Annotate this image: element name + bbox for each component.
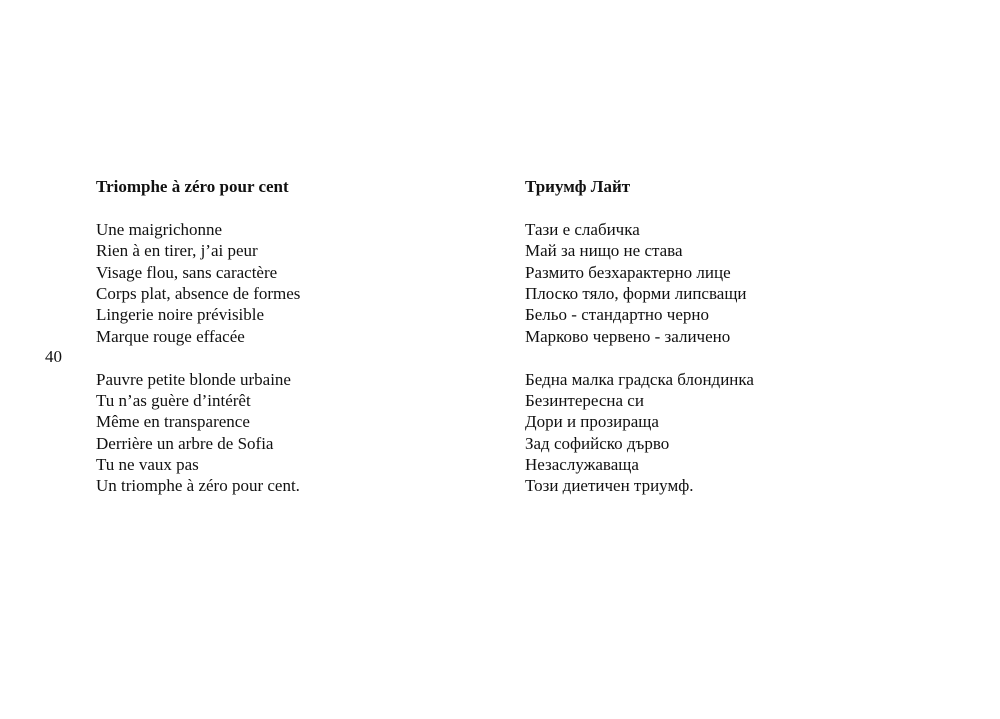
poem-line: Un triomphe à zéro pour cent. xyxy=(96,476,300,496)
french-poem-title: Triomphe à zéro pour cent xyxy=(96,177,289,196)
poem-line: Зад софийско дърво xyxy=(525,433,670,453)
poem-line: Бедна малка градска блондинка xyxy=(525,369,754,389)
bulgarian-stanza-2 xyxy=(525,369,754,497)
poem-line: Незаслужаваща xyxy=(525,455,639,475)
poem-line: Марково червено - заличено xyxy=(525,326,731,346)
poem-line: Lingerie noire prévisible xyxy=(96,305,265,325)
poem-line: Дори и прозираща xyxy=(525,412,659,432)
poem-line: Une maigrichonne xyxy=(96,219,223,239)
french-stanza-1 xyxy=(96,219,300,347)
french-poem xyxy=(96,176,300,497)
poem-line: Размито безхарактерно лице xyxy=(525,262,731,282)
poem-line: Май за нищо не става xyxy=(525,241,683,261)
poem-line: Безинтересна си xyxy=(525,390,644,410)
bulgarian-poem-title: Триумф Лайт xyxy=(525,177,631,196)
poem-line: Corps plat, absence de formes xyxy=(96,283,301,303)
poem-line: Плоско тяло, форми липсващи xyxy=(525,283,747,303)
poem-line: Бельо - стандартно черно xyxy=(525,305,709,325)
poem-line: Този диетичен триумф. xyxy=(525,476,694,496)
poem-line: Tu n’as guère d’intérêt xyxy=(96,390,251,410)
poem-line: Rien à en tirer, j’ai peur xyxy=(96,241,258,261)
poem-line: Même en transparence xyxy=(96,412,250,432)
page-number: 40 xyxy=(45,347,62,366)
poem-line: Visage flou, sans caractère xyxy=(96,262,278,282)
poem-line: Tu ne vaux pas xyxy=(96,455,199,475)
bulgarian-stanza-1 xyxy=(525,219,754,347)
poem-line: Pauvre petite blonde urbaine xyxy=(96,369,291,389)
poem-line: Marque rouge effacée xyxy=(96,326,245,346)
bulgarian-poem xyxy=(525,176,754,497)
french-stanza-2 xyxy=(96,369,300,497)
poem-line: Derrière un arbre de Sofia xyxy=(96,433,274,453)
poem-line: Тази е слабичка xyxy=(525,219,640,239)
